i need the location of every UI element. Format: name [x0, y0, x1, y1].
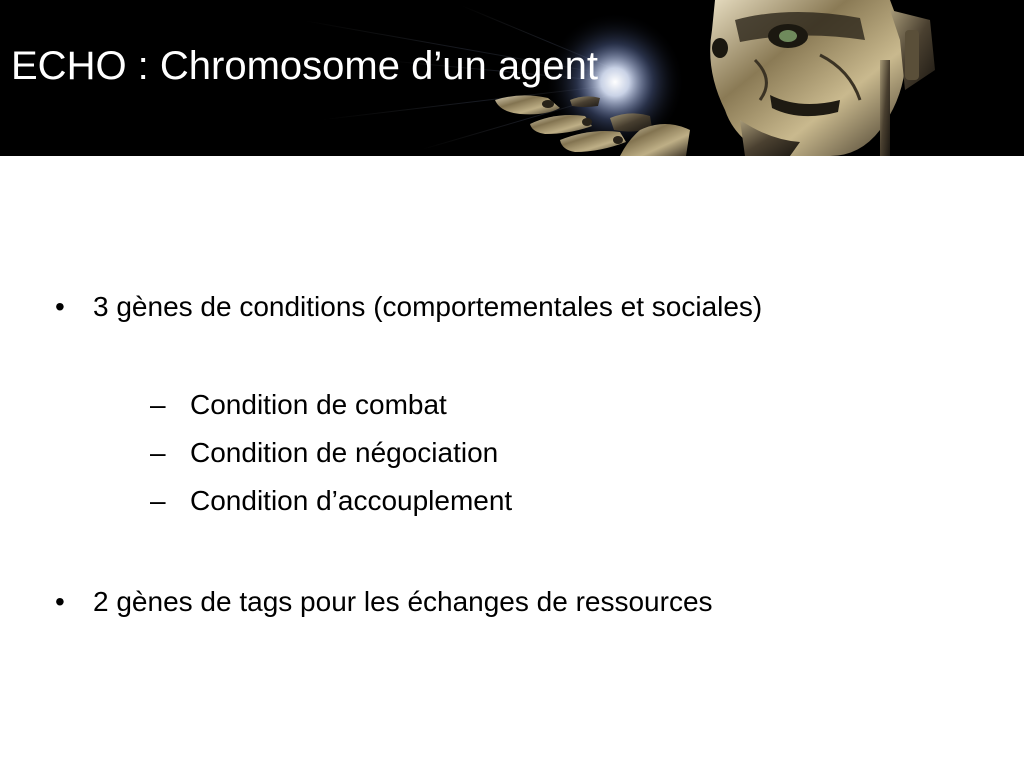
title-banner	[0, 0, 1024, 156]
bullet-text: 3 gènes de conditions (comportementales et sociales)	[93, 291, 763, 322]
sub-bullet-text: Condition de combat	[190, 389, 447, 420]
sub-bullet-marker: –	[150, 485, 166, 516]
bullet-text: 2 gènes de tags pour les échanges de ressources	[93, 586, 713, 617]
sub-bullet-marker: –	[150, 389, 166, 420]
slide-content	[0, 156, 1024, 768]
slide-title: ECHO : Chromosome d’un agent	[11, 44, 598, 88]
bullet-marker: •	[55, 291, 65, 322]
sub-bullet-text: Condition d’accouplement	[190, 485, 513, 516]
sub-bullet-text: Condition de négociation	[190, 437, 499, 468]
sub-bullet-marker: –	[150, 437, 166, 468]
bullet-marker: •	[55, 586, 65, 617]
